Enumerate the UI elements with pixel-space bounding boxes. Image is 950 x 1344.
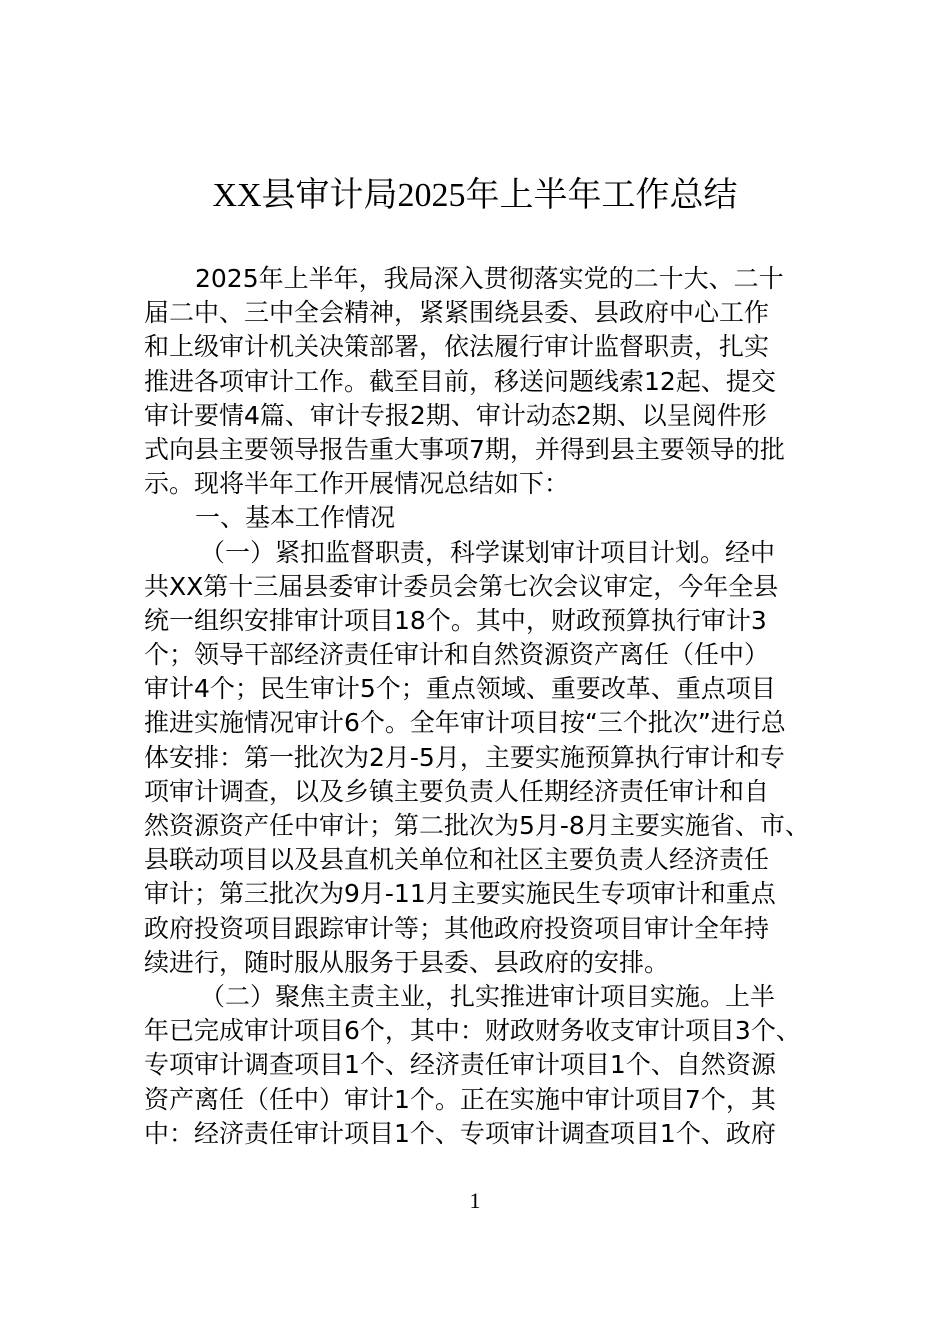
paragraph-line: 共XX第十三届县委审计委员会第七次会议审定，今年全县 bbox=[144, 571, 779, 601]
paragraph-line: （一）紧扣监督职责，科学谋划审计项目计划。经中 bbox=[200, 537, 776, 567]
paragraph-line: 然资源资产任中审计；第二批次为5月-8月主要实施省、市、 bbox=[144, 811, 810, 840]
paragraph-line: 年已完成审计项目6个，其中：财政财务收支审计项目3个、 bbox=[144, 1016, 801, 1046]
paragraph-line: 续进行，随时服从服务于县委、县政府的安排。 bbox=[144, 947, 670, 977]
paragraph-line: 项审计调查，以及乡镇主要负责人任期经济责任审计和自 bbox=[144, 776, 770, 806]
paragraph-line: 个；领导干部经济责任审计和自然资源资产离任（任中） bbox=[144, 640, 770, 670]
paragraph-line: 和上级审计机关决策部署，依法履行审计监督职责，扎实 bbox=[144, 332, 770, 362]
paragraph-line: 审计；第三批次为9月-11月主要实施民生专项审计和重点 bbox=[144, 879, 776, 909]
paragraph-line: 审计要情4篇、审计专报2期、审计动态2期、以呈阅件形 bbox=[144, 400, 767, 430]
paragraph-line: 体安排：第一批次为2月-5月，主要实施预算执行审计和专 bbox=[144, 742, 785, 772]
paragraph-line: 审计4个；民生审计5个；重点领域、重要改革、重点项目 bbox=[144, 674, 776, 704]
section-heading: 一、基本工作情况 bbox=[195, 503, 396, 533]
paragraph-line: 中：经济责任审计项目1个、专项审计调查项目1个、政府 bbox=[144, 1118, 776, 1148]
page-number: 1 bbox=[469, 1188, 481, 1213]
paragraph-line: 统一组织安排审计项目18个。其中，财政预算执行审计3 bbox=[144, 605, 767, 635]
paragraph-line: 式向县主要领导报告重大事项7期，并得到县主要领导的批 bbox=[144, 434, 785, 464]
document-title: XX县审计局2025年上半年工作总结 bbox=[212, 177, 738, 214]
paragraph-line: （二）聚焦主责主业，扎实推进审计项目实施。上半 bbox=[200, 981, 776, 1011]
paragraph-line: 资产离任（任中）审计1个。正在实施中审计项目7个，其 bbox=[144, 1084, 776, 1114]
paragraph-line: 2025年上半年，我局深入贯彻落实党的二十大、二十 bbox=[195, 264, 784, 293]
paragraph-line: 推进各项审计工作。截至目前，移送问题线索12起、提交 bbox=[144, 366, 776, 396]
document-body bbox=[144, 262, 808, 1151]
paragraph-line: 专项审计调查项目1个、经济责任审计项目1个、自然资源 bbox=[144, 1050, 776, 1080]
paragraph-line: 政府投资项目跟踪审计等；其他政府投资项目审计全年持 bbox=[144, 913, 770, 943]
paragraph-line: 示。现将半年工作开展情况总结如下： bbox=[144, 469, 570, 499]
paragraph-line: 推进实施情况审计6个。全年审计项目按“三个批次”进行总 bbox=[144, 708, 786, 738]
paragraph-line: 届二中、三中全会精神，紧紧围绕县委、县政府中心工作 bbox=[144, 298, 770, 328]
paragraph-line: 县联动项目以及县直机关单位和社区主要负责人经济责任 bbox=[144, 845, 770, 875]
